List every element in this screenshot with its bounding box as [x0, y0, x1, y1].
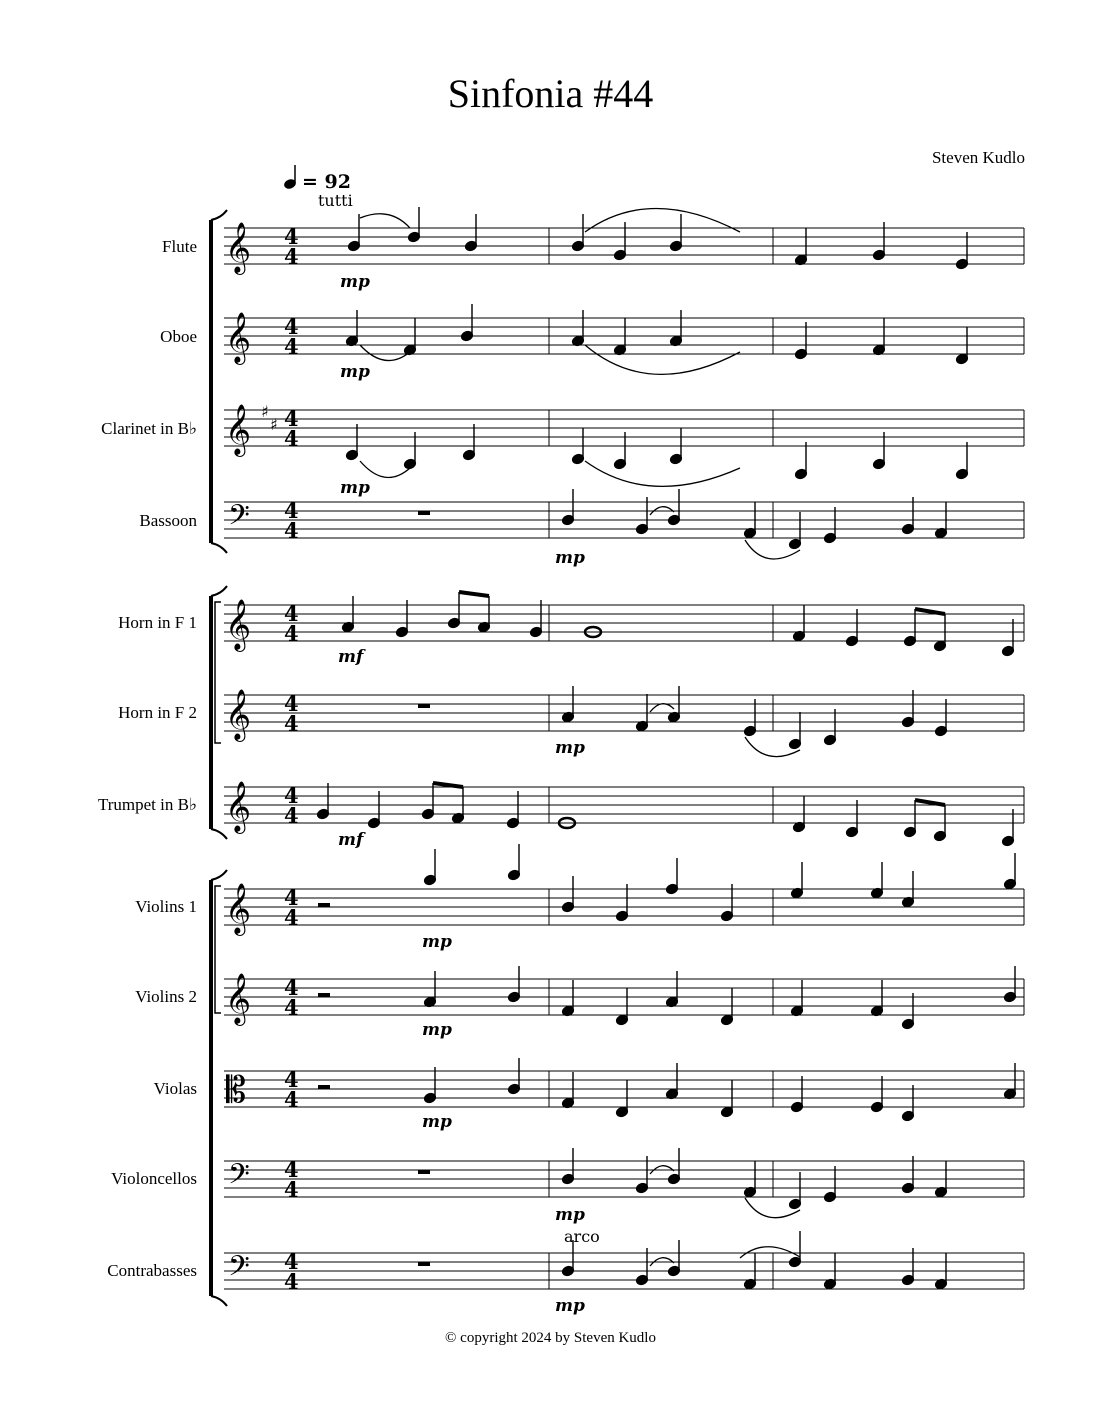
time-signature-top: 4 [284, 691, 299, 716]
note-group [561, 1231, 947, 1290]
staff-violoncellos [224, 1148, 1024, 1225]
dynamic-mark: mp [422, 932, 452, 952]
time-signature-top: 4 [284, 224, 299, 249]
time-signature-bottom: 4 [284, 1087, 299, 1112]
time-signature-top: 4 [284, 601, 299, 626]
time-signature-bottom: 4 [284, 244, 299, 269]
instrument-label-trumpet: Trumpet in B♭ [97, 795, 197, 814]
treble-clef-icon: 𝄞 [225, 599, 252, 650]
whole-rest-icon [418, 704, 430, 708]
time-signature-top: 4 [284, 783, 299, 808]
violins-sub-bracket [215, 886, 221, 1013]
copyright-notice: © copyright 2024 by Steven Kudlo [445, 1330, 656, 1346]
note-group [345, 424, 968, 480]
whole-rest-icon [418, 1170, 430, 1174]
half-rest-icon [318, 1085, 330, 1089]
dynamic-mark: mf [338, 830, 364, 850]
treble-clef-icon: 𝄞 [225, 312, 252, 363]
whole-rest-icon [418, 511, 430, 515]
note-group [423, 966, 1016, 1030]
note-group [316, 783, 1014, 847]
time-signature-top: 4 [284, 1067, 299, 1092]
time-signature-top: 4 [284, 406, 299, 431]
dynamic-mark: mp [555, 548, 585, 568]
staff-trumpet [224, 781, 1024, 850]
staff-bassoon [224, 489, 1024, 568]
instrument-label-violins1: Violins 1 [135, 897, 197, 916]
staff-horn1 [224, 592, 1024, 667]
treble-clef-icon: 𝄞 [225, 883, 252, 934]
bass-clef-icon: 𝄢 [228, 1250, 250, 1290]
time-signature-bottom: 4 [284, 995, 299, 1020]
note-group [347, 207, 968, 270]
note-group [345, 304, 968, 365]
time-signature-bottom: 4 [284, 1269, 299, 1294]
bass-clef-icon: 𝄢 [228, 499, 250, 539]
instrument-label-flute: Flute [162, 237, 197, 256]
score-title: Sinfonia #44 [447, 71, 654, 116]
instrument-label-clarinet: Clarinet in B♭ [101, 419, 197, 438]
time-signature-top: 4 [284, 498, 299, 523]
instrument-label-bassoon: Bassoon [139, 511, 197, 530]
staff-contrabasses [224, 1231, 1024, 1316]
dynamic-mark: mf [338, 647, 364, 667]
instrument-label-violas: Violas [153, 1079, 197, 1098]
time-signature-top: 4 [284, 314, 299, 339]
staff-violins1 [224, 844, 1024, 952]
half-rest-icon [318, 993, 330, 997]
time-signature-bottom: 4 [284, 426, 299, 451]
note-group [423, 844, 1016, 922]
key-sharp-icon: ♯ [270, 415, 278, 434]
time-signature-top: 4 [284, 975, 299, 1000]
note-group [561, 686, 947, 750]
tempo-text: = 92 [302, 171, 351, 193]
dynamic-mark: mp [340, 478, 370, 498]
alto-clef-icon: 𝄡 [226, 1070, 247, 1111]
dynamic-mark: mp [340, 362, 370, 382]
treble-clef-icon: 𝄞 [225, 973, 252, 1024]
treble-clef-icon: 𝄞 [225, 689, 252, 740]
staff-clarinet [224, 402, 1024, 498]
instrument-label-horn1: Horn in F 1 [118, 613, 197, 632]
note-group [561, 489, 947, 550]
time-signature-bottom: 4 [284, 711, 299, 736]
staff-violas [224, 1058, 1024, 1132]
composer-name: Steven Kudlo [931, 148, 1025, 167]
treble-clef-icon: 𝄞 [225, 781, 252, 832]
time-signature-bottom: 4 [284, 905, 299, 930]
tempo-marking [283, 165, 351, 193]
note-group [423, 1058, 1016, 1122]
bass-clef-icon: 𝄢 [228, 1158, 250, 1198]
treble-clef-icon: 𝄞 [225, 222, 252, 273]
staff-violins2 [224, 966, 1024, 1040]
instrument-label-oboe: Oboe [160, 327, 197, 346]
instrument-label-contrabasses: Contrabasses [107, 1261, 197, 1280]
time-signature-bottom: 4 [284, 1177, 299, 1202]
dynamic-mark: mp [422, 1020, 452, 1040]
treble-clef-icon: 𝄞 [225, 404, 252, 455]
arco-marking: arco [564, 1227, 600, 1246]
dynamic-mark: mp [555, 738, 585, 758]
dynamic-mark: mp [555, 1296, 585, 1316]
time-signature-bottom: 4 [284, 334, 299, 359]
strings-bracket [211, 870, 227, 1306]
time-signature-top: 4 [284, 1157, 299, 1182]
time-signature-top: 4 [284, 1249, 299, 1274]
note-group [341, 592, 1014, 657]
time-signature-bottom: 4 [284, 803, 299, 828]
time-signature-bottom: 4 [284, 621, 299, 646]
time-signature-bottom: 4 [284, 518, 299, 543]
key-sharp-icon: ♯ [261, 402, 269, 421]
time-signature-top: 4 [284, 885, 299, 910]
tutti-marking: tutti [318, 191, 353, 210]
horn-sub-bracket [215, 602, 221, 743]
half-rest-icon [318, 903, 330, 907]
staff-flute [224, 207, 1024, 292]
instrument-label-violins2: Violins 2 [135, 987, 197, 1006]
dynamic-mark: mp [555, 1205, 585, 1225]
instrument-label-horn2: Horn in F 2 [118, 703, 197, 722]
staff-horn2 [224, 686, 1024, 758]
instrument-label-violoncellos: Violoncellos [111, 1169, 197, 1188]
dynamic-mark: mp [422, 1112, 452, 1132]
dynamic-mark: mp [340, 272, 370, 292]
whole-rest-icon [418, 1262, 430, 1266]
staff-oboe [224, 304, 1024, 382]
